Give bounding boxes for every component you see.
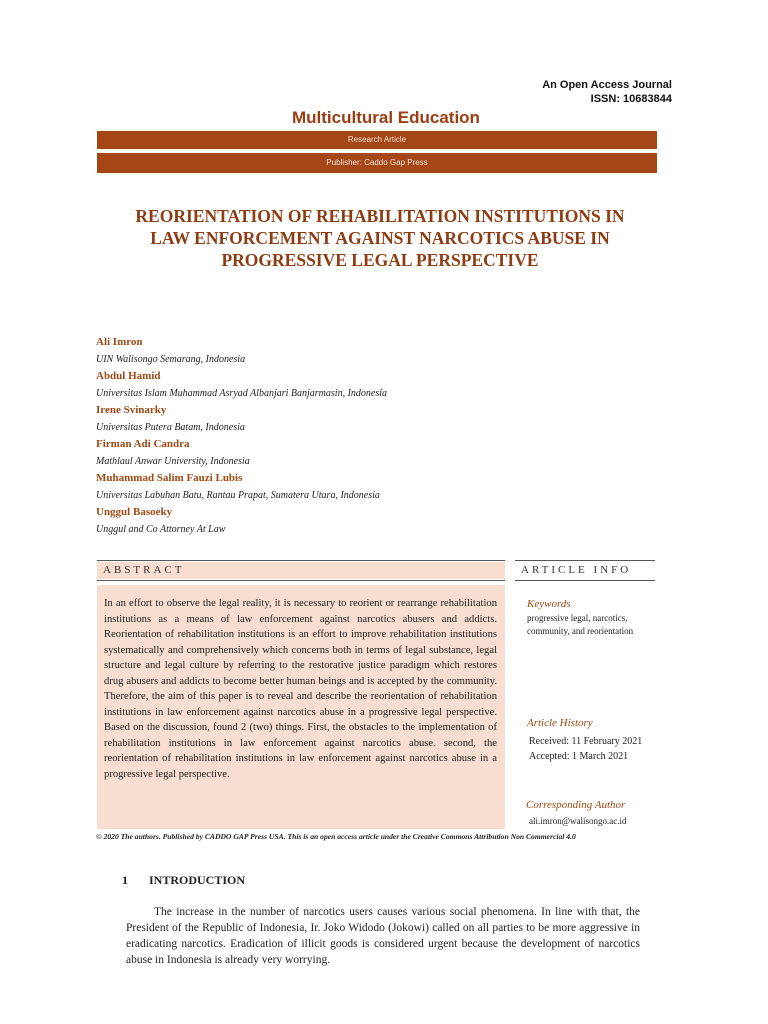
journal-header-info bbox=[542, 78, 672, 106]
intro-paragraph bbox=[126, 904, 640, 968]
paper-title-line: PROGRESSIVE LEGAL PERSPECTIVE bbox=[221, 250, 539, 270]
keywords-line: progressive legal, narcotics, bbox=[527, 613, 628, 623]
paper-title-line: LAW ENFORCEMENT AGAINST NARCOTICS ABUSE IN bbox=[150, 228, 610, 248]
article-info-heading: ARTICLE INFO bbox=[521, 564, 632, 576]
publisher-bar: Publisher: Caddo Gap Press bbox=[97, 153, 657, 173]
author-affiliation: Mathlaul Anwar University, Indonesia bbox=[96, 456, 250, 467]
author-affiliation: Universitas Labuhan Batu, Rantau Prapat, Sumatera Utara, Indonesia bbox=[96, 490, 380, 501]
paper-title bbox=[100, 205, 660, 271]
issn-label: ISSN: 10683844 bbox=[590, 93, 672, 105]
author-name: Abdul Hamid bbox=[96, 370, 161, 382]
abstract-heading: ABSTRACT bbox=[97, 562, 505, 579]
abstract-top-rule bbox=[97, 560, 505, 561]
keywords-line: community, and reorientation bbox=[527, 626, 634, 636]
journal-title: Multicultural Education bbox=[292, 108, 480, 127]
author-list bbox=[96, 334, 696, 538]
received-date: Received: 11 February 2021 bbox=[529, 736, 643, 747]
section-heading bbox=[122, 873, 245, 888]
article-history-values bbox=[529, 734, 642, 764]
author-name: Firman Adi Candra bbox=[96, 438, 190, 450]
info-top-rule bbox=[515, 560, 655, 561]
author-affiliation: UIN Walisongo Semarang, Indonesia bbox=[96, 354, 246, 365]
author-name: Irene Svinarky bbox=[96, 404, 167, 416]
intro-paragraph-text: The increase in the number of narcotics users causes various social phenomena. In line with that, the President of the Republic of Indonesia, Ir. Joko Widodo (Jokowi) called on all parties to be more aggressive in eradicating narcotics. Eradication of illicit goods is considered urgent because the development of narcotics abuse in Indonesia is already very worrying. bbox=[126, 906, 640, 966]
article-history-label: Article History bbox=[527, 717, 593, 729]
author-name: Muhammad Salim Fauzi Lubis bbox=[96, 472, 243, 484]
author-affiliation: Unggul and Co Attorney At Law bbox=[96, 524, 226, 535]
author-affiliation: Universitas Islam Muhammad Asryad Albanjari Banjarmasin, Indonesia bbox=[96, 388, 388, 399]
paper-title-line: REORIENTATION OF REHABILITATION INSTITUTIONS IN bbox=[135, 206, 625, 226]
section-number: 1 bbox=[122, 873, 128, 887]
open-access-label: An Open Access Journal bbox=[542, 79, 672, 91]
abstract-text: In an effort to observe the legal reality, it is necessary to reorient or rearrange rehabilitation institutions as a means of law enforcement against narcotics abusers and addicts. Reorientation of rehabilitation institutions is an effort to improve rehabilitation institutions systematically and comprehensively which concerns both in terms of legal substance, legal structure and legal culture by referring to the restorative justice paradigm which restores drug abusers and addicts to become better human beings and is accepted by the community. Therefore, the aim of this paper is to reveal and describe the reorientation of rehabilitation institutions in law enforcement against narcotics abuse in a progressive legal perspective. Based on the discussion, found 2 (two) things. First, the obstacles to the implementation of rehabilitation institutions in law enforcement against narcotics abuse. second, the reorientation of rehabilitation institutions in law enforcement against narcotics abuse in a progressive legal perspective. bbox=[104, 598, 497, 780]
info-bottom-rule bbox=[515, 580, 655, 581]
article-type-bar: Research Article bbox=[97, 131, 657, 149]
keywords-label: Keywords bbox=[527, 598, 571, 610]
license-note: © 2020 The authors. Published by CADDO GAP Press USA. This is an open access article under the Creative Commons Attribution Non Commercial 4.0 bbox=[96, 832, 576, 841]
corresponding-email: ali.imron@walisongo.ac.id bbox=[529, 816, 627, 826]
author-affiliation: Universitas Putera Batam, Indonesia bbox=[96, 422, 245, 433]
keywords-values bbox=[527, 612, 633, 638]
author-name: Ali Imron bbox=[96, 336, 143, 348]
section-title: INTRODUCTION bbox=[149, 873, 246, 887]
author-name: Unggul Basoeky bbox=[96, 506, 173, 518]
accepted-date: Accepted: 1 March 2021 bbox=[529, 751, 629, 762]
abstract-bottom-rule bbox=[97, 580, 505, 581]
corresponding-author-label: Corresponding Author bbox=[526, 799, 626, 811]
